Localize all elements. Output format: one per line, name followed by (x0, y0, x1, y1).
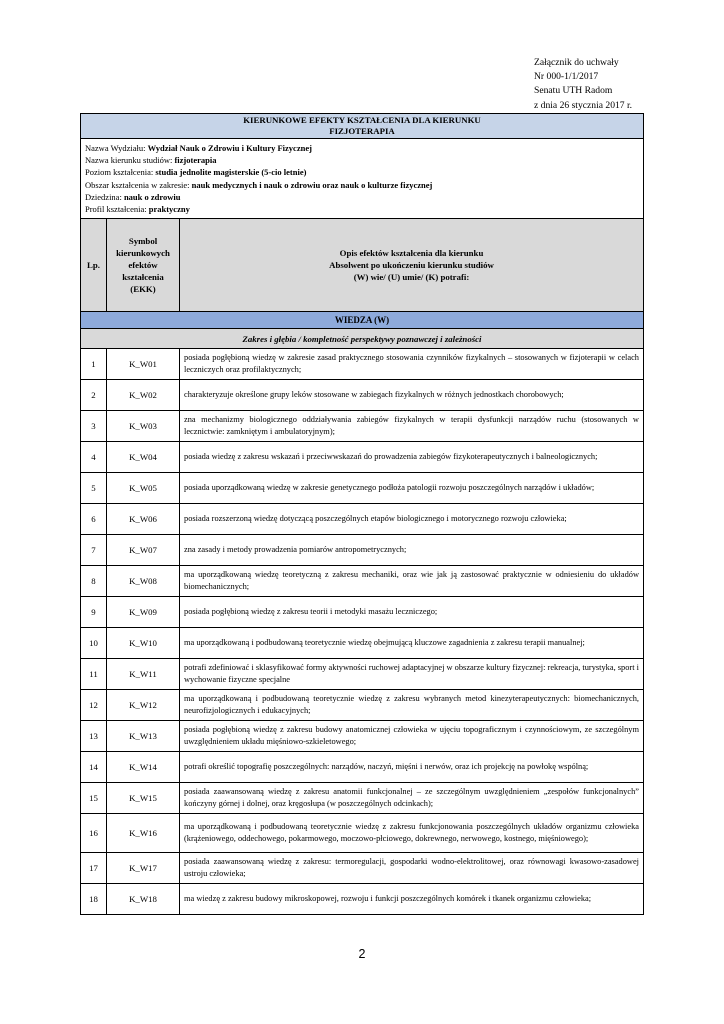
header-description (180, 219, 644, 312)
title-row (81, 114, 644, 139)
info-row (81, 139, 644, 219)
row-description: posiada rozszerzoną wiedzę dotyczącą poszczególnych etapów biologicznego i motorycznego rozwoju człowieka; (180, 504, 644, 535)
document-title (81, 114, 644, 139)
table-row (81, 814, 644, 853)
header-symbol-line: kierunkowych (116, 248, 170, 258)
table-row (81, 349, 644, 380)
row-lp: 13 (81, 721, 107, 752)
row-symbol: K_W12 (107, 690, 180, 721)
section-row (81, 312, 644, 329)
page-number: 2 (358, 947, 366, 961)
info-line-profile (85, 203, 639, 215)
row-lp: 3 (81, 411, 107, 442)
row-symbol: K_W11 (107, 659, 180, 690)
header-lp: Lp. (81, 219, 107, 312)
row-symbol: K_W04 (107, 442, 180, 473)
info-value: Wydział Nauk o Zdrowiu i Kultury Fizycznej (147, 142, 312, 153)
row-lp: 9 (81, 597, 107, 628)
table-row (81, 884, 644, 915)
header-symbol (107, 219, 180, 312)
row-lp: 2 (81, 380, 107, 411)
table-row (81, 535, 644, 566)
info-line-field (85, 154, 639, 166)
table-row (81, 442, 644, 473)
table-row (81, 783, 644, 814)
row-symbol: K_W05 (107, 473, 180, 504)
row-description: posiada pogłębioną wiedzę z zakresu budowy anatomicznej człowieka w ujęciu topograficznym i czynnościowym, ze szczególnym uwzględnieniem układu mięśniowo-szkieletowego; (180, 721, 644, 752)
header-desc-line: Opis efektów kształcenia dla kierunku (339, 248, 484, 258)
row-symbol: K_W17 (107, 853, 180, 884)
table-row (81, 473, 644, 504)
subsection-title: Zakres i głębia / kompletność perspektywy poznawczej i zależności (81, 329, 644, 349)
annex-line: Senatu UTH Radom (534, 85, 613, 97)
table-row (81, 380, 644, 411)
row-description: posiada zaawansowaną wiedzę z zakresu: termoregulacji, gospodarki wodno-elektrolitowej, oraz równowagi kwasowo-zasadowej ustroju człowieka; (180, 853, 644, 884)
info-value: praktyczny (148, 203, 190, 214)
row-symbol: K_W15 (107, 783, 180, 814)
row-description: posiada uporządkowaną wiedzę w zakresie genetycznego podłoża patologii rozwoju poszczególnych narządów i układów; (180, 473, 644, 504)
table-row (81, 411, 644, 442)
row-lp: 16 (81, 814, 107, 853)
table-row (81, 690, 644, 721)
info-label: Obszar kształcenia w zakresie: (85, 179, 192, 190)
row-description: posiada pogłębioną wiedzę z zakresu teorii i metodyki masażu leczniczego; (180, 597, 644, 628)
row-symbol: K_W07 (107, 535, 180, 566)
header-symbol-line: efektów (128, 260, 158, 270)
info-label: Poziom kształcenia: (85, 167, 156, 178)
section-title: WIEDZA (W) (81, 312, 644, 329)
row-description: ma uporządkowaną i podbudowaną teoretycznie wiedzę z zakresu wybranych metod kinezyterapeutycznych: biomechanicznych, neurofizjologicznych i edukacyjnych; (180, 690, 644, 721)
info-line-domain (85, 191, 639, 203)
row-description: ma uporządkowaną i podbudowaną teoretycznie wiedzę z zakresu funkcjonowania poszczególnych układów organizmu człowieka (krążeniowego, oddechowego, pokarmowego, moczowo-płciowego, dokrewnego, nerwowego, kostnego, mięśniowego); (180, 814, 644, 853)
table-row (81, 597, 644, 628)
row-lp: 12 (81, 690, 107, 721)
row-symbol: K_W14 (107, 752, 180, 783)
learning-outcomes-table (80, 113, 644, 915)
row-description: ma wiedzę z zakresu budowy mikroskopowej, rozwoju i funkcji poszczególnych komórek i tkanek organizmu człowieka; (180, 884, 644, 915)
row-lp: 1 (81, 349, 107, 380)
header-symbol-line: kształcenia (122, 272, 164, 282)
info-value: nauk o zdrowiu (123, 191, 181, 202)
row-description: posiada pogłębioną wiedzę w zakresie zasad praktycznego stosowania czynników fizykalnych – stosowanych w fizjoterapii w celach leczniczych oraz profilaktycznych; (180, 349, 644, 380)
annex-line: Nr 000-1/1/2017 (534, 71, 599, 83)
row-description: potrafi zdefiniować i sklasyfikować formy aktywności ruchowej adaptacyjnej w obszarze kultury fizycznej: rekreacja, turystyka, sport i wychowanie fizyczne specjalne (180, 659, 644, 690)
row-lp: 11 (81, 659, 107, 690)
row-symbol: K_W10 (107, 628, 180, 659)
info-value: fizjoterapia (174, 155, 217, 166)
row-lp: 14 (81, 752, 107, 783)
subsection-row (81, 329, 644, 349)
row-lp: 18 (81, 884, 107, 915)
row-lp: 10 (81, 628, 107, 659)
row-description: charakteryzuje określone grupy leków stosowane w zabiegach fizykalnych w różnych jednostkach chorobowych; (180, 380, 644, 411)
title-line: FIZJOTERAPIA (329, 126, 395, 136)
table-row (81, 853, 644, 884)
info-line-area (85, 179, 639, 191)
row-lp: 15 (81, 783, 107, 814)
info-label: Profil kształcenia: (85, 203, 149, 214)
row-description: zna zasady i metody prowadzenia pomiarów antropometrycznych; (180, 535, 644, 566)
row-description: potrafi określić topografię poszczególnych: narządów, naczyń, mięśni i nerwów, oraz ich projekcję na powłokę wspólną; (180, 752, 644, 783)
table-row (81, 659, 644, 690)
row-description: posiada zaawansowaną wiedzę z zakresu anatomii funkcjonalnej – ze szczególnym uwzględnieniem „zespołów funkcjonalnych” kończyny górnej i dolnej, oraz kręgosłupa (w poszczególnych odcinkach); (180, 783, 644, 814)
header-desc-line: Absolwent po ukończeniu kierunku studiów (329, 260, 494, 270)
row-symbol: K_W13 (107, 721, 180, 752)
annex-note (534, 56, 714, 113)
row-lp: 6 (81, 504, 107, 535)
row-symbol: K_W02 (107, 380, 180, 411)
table-row (81, 721, 644, 752)
info-line-level (85, 166, 639, 178)
row-lp: 17 (81, 853, 107, 884)
program-info (81, 139, 644, 219)
info-value: studia jednolite magisterskie (5-cio letnie) (155, 167, 307, 178)
row-description: ma uporządkowaną i podbudowaną teoretycznie wiedzę obejmującą kluczowe zagadnienia z zakresu terapii manualnej; (180, 628, 644, 659)
row-lp: 8 (81, 566, 107, 597)
row-symbol: K_W16 (107, 814, 180, 853)
row-description: posiada wiedzę z zakresu wskazań i przeciwwskazań do prowadzenia zabiegów fizykoterapeutycznych i balneologicznych; (180, 442, 644, 473)
header-desc-line: (W) wie/ (U) umie/ (K) potrafi: (353, 272, 470, 282)
column-header-row (81, 219, 644, 312)
table-row (81, 504, 644, 535)
info-value: nauk medycznych i nauk o zdrowiu oraz nauk o kulturze fizycznej (191, 179, 433, 190)
table-row (81, 628, 644, 659)
table-row (81, 566, 644, 597)
info-label: Dziedzina: (85, 191, 124, 202)
row-description: ma uporządkowaną wiedzę teoretyczną z zakresu mechaniki, oraz wie jak ją zastosować praktycznie w odniesieniu do układów biomechanicznych; (180, 566, 644, 597)
row-symbol: K_W09 (107, 597, 180, 628)
info-line-faculty (85, 142, 639, 154)
header-symbol-line: (EKK) (130, 284, 156, 294)
row-description: zna mechanizmy biologicznego oddziaływania zabiegów fizykalnych w terapii dysfunkcji narządów ruchu (stosowanych w lecznictwie: zamkniętym i ambulatoryjnym); (180, 411, 644, 442)
info-label: Nazwa Wydziału: (85, 142, 148, 153)
row-lp: 5 (81, 473, 107, 504)
row-symbol: K_W01 (107, 349, 180, 380)
row-symbol: K_W06 (107, 504, 180, 535)
row-symbol: K_W08 (107, 566, 180, 597)
annex-line: z dnia 26 stycznia 2017 r. (534, 99, 633, 111)
row-symbol: K_W03 (107, 411, 180, 442)
row-symbol: K_W18 (107, 884, 180, 915)
row-lp: 4 (81, 442, 107, 473)
annex-line: Załącznik do uchwały (534, 57, 619, 68)
table-row (81, 752, 644, 783)
row-lp: 7 (81, 535, 107, 566)
title-line: KIERUNKOWE EFEKTY KSZTAŁCENIA DLA KIERUNKU (243, 114, 481, 125)
info-label: Nazwa kierunku studiów: (85, 155, 175, 166)
header-symbol-line: Symbol (128, 236, 158, 246)
